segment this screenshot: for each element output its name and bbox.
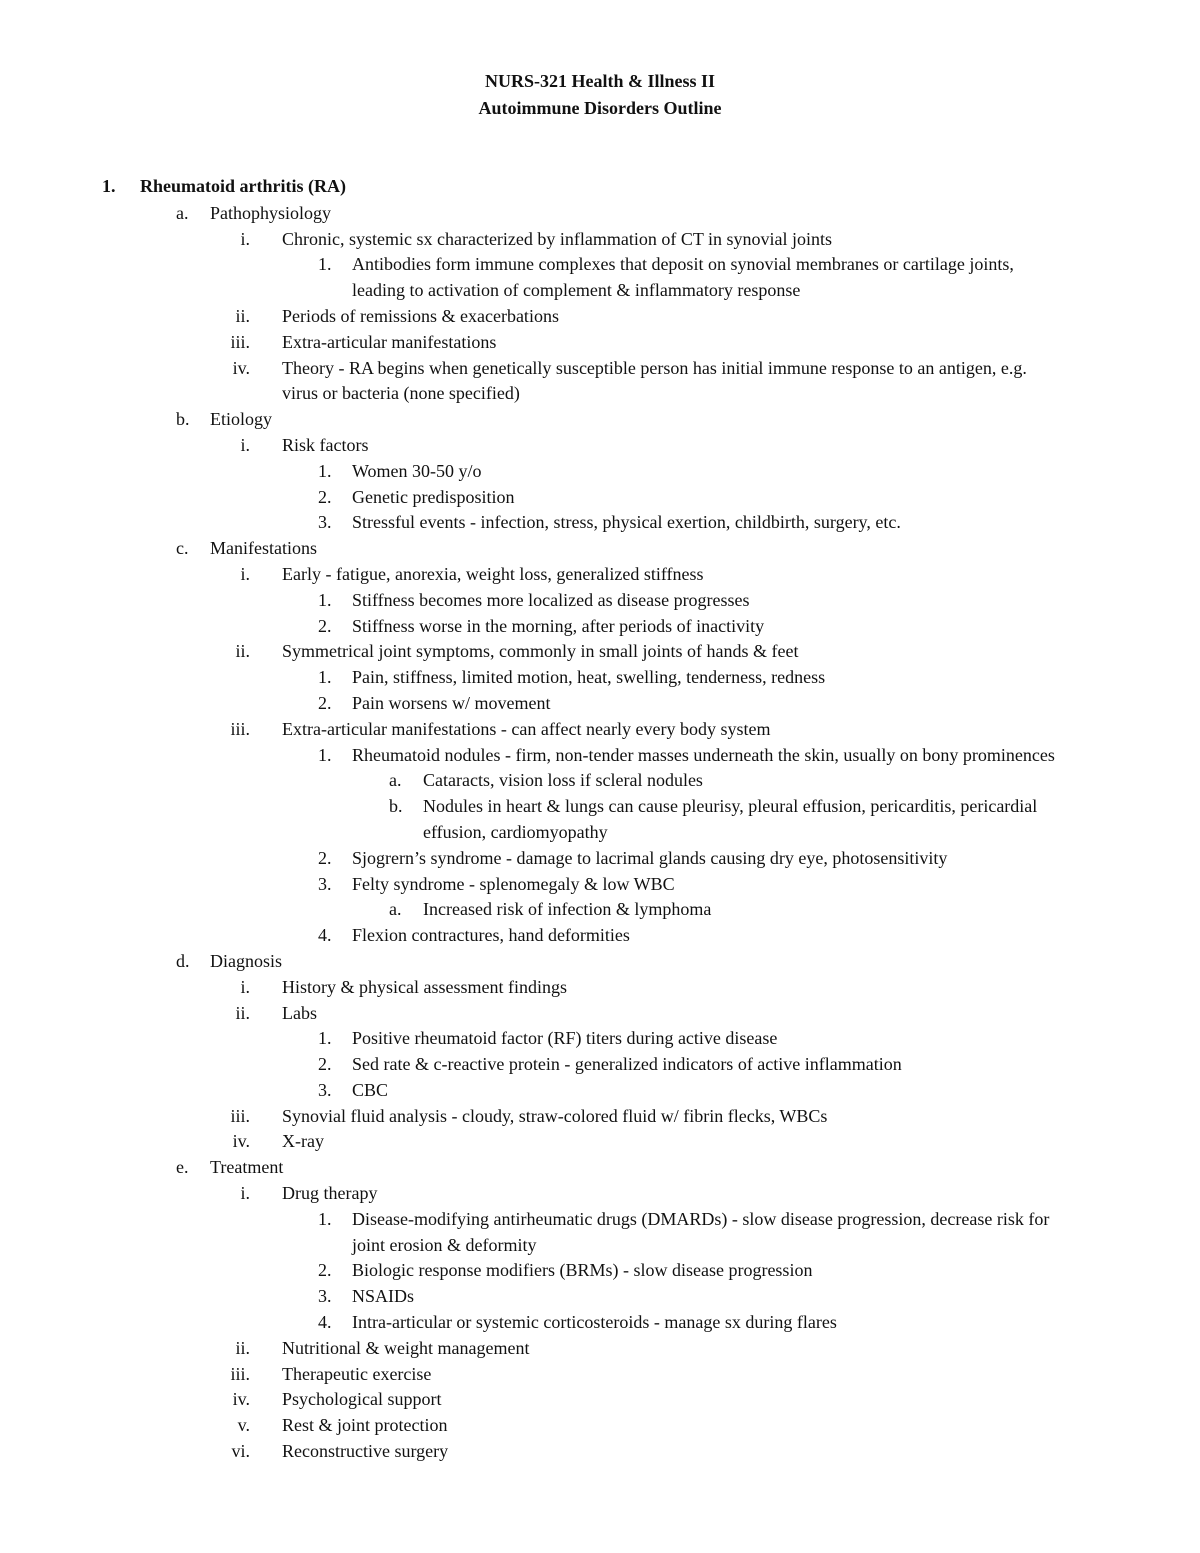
outline-text: NSAIDs	[352, 1286, 415, 1307]
outline-list	[0, 174, 1200, 1465]
outline-marker: 2.	[318, 615, 332, 636]
outline-marker: 2.	[318, 486, 332, 507]
outline-text: virus or bacteria (none specified)	[282, 383, 520, 404]
outline-marker: c.	[176, 538, 189, 559]
outline-item	[0, 1104, 1200, 1130]
outline-text: Risk factors	[282, 434, 369, 455]
outline-marker: 1.	[318, 667, 332, 688]
outline-marker: 4.	[318, 1312, 332, 1333]
outline-item	[0, 459, 1200, 485]
outline-text: Pain worsens w/ movement	[352, 692, 551, 713]
outline-item	[0, 252, 1200, 278]
outline-marker: 1.	[318, 1028, 332, 1049]
outline-item	[0, 1207, 1200, 1233]
outline-marker: 1.	[318, 1208, 332, 1229]
outline-item	[0, 1233, 1200, 1259]
outline-item	[0, 1258, 1200, 1284]
outline-item	[0, 510, 1200, 536]
outline-item	[0, 949, 1200, 975]
outline-item	[0, 381, 1200, 407]
outline-item	[0, 407, 1200, 433]
outline-text: Early - fatigue, anorexia, weight loss, generalized stiffness	[282, 563, 704, 584]
outline-text: effusion, cardiomyopathy	[423, 821, 608, 842]
outline-marker: 2.	[318, 847, 332, 868]
outline-marker: 1.	[318, 589, 332, 610]
outline-text: Manifestations	[210, 538, 317, 559]
outline-item	[0, 846, 1200, 872]
outline-item	[0, 588, 1200, 614]
outline-item	[0, 201, 1200, 227]
outline-item	[0, 1078, 1200, 1104]
outline-text: Treatment	[210, 1157, 284, 1178]
outline-item	[0, 820, 1200, 846]
outline-text: Periods of remissions & exacerbations	[282, 305, 559, 326]
outline-text: Disease-modifying antirheumatic drugs (DMARDs) - slow disease progression, decrease risk for	[352, 1208, 1050, 1229]
outline-text: Symmetrical joint symptoms, commonly in small joints of hands & feet	[282, 641, 799, 662]
outline-text: Drug therapy	[282, 1183, 378, 1204]
outline-marker: 4.	[318, 925, 332, 946]
outline-marker: ii.	[235, 305, 250, 326]
outline-text: Nodules in heart & lungs can cause pleurisy, pleural effusion, pericarditis, pericardial	[423, 796, 1038, 817]
document-subtitle: Autoimmune Disorders Outline	[478, 98, 722, 118]
outline-item	[0, 1155, 1200, 1181]
outline-marker: 2.	[318, 1260, 332, 1281]
outline-marker: v.	[237, 1415, 250, 1436]
outline-text: Stiffness worse in the morning, after periods of inactivity	[352, 615, 765, 636]
outline-marker: iii.	[230, 718, 250, 739]
outline-item	[0, 304, 1200, 330]
outline-item	[0, 768, 1200, 794]
outline-item	[0, 639, 1200, 665]
outline-item	[0, 1129, 1200, 1155]
outline-text: Women 30-50 y/o	[352, 460, 482, 481]
outline-text: Diagnosis	[210, 950, 282, 971]
outline-text: Stressful events - infection, stress, physical exertion, childbirth, surgery, etc.	[352, 512, 901, 533]
outline-text: Pathophysiology	[210, 202, 332, 223]
outline-item	[0, 665, 1200, 691]
outline-item	[0, 562, 1200, 588]
outline-item	[0, 536, 1200, 562]
outline-text: Positive rheumatoid factor (RF) titers during active disease	[352, 1028, 778, 1049]
outline-marker: ii.	[235, 1002, 250, 1023]
outline-text: X-ray	[282, 1131, 324, 1152]
outline-marker: 1.	[318, 460, 332, 481]
outline-item	[0, 1052, 1200, 1078]
outline-marker: b.	[389, 796, 403, 817]
outline-item	[0, 1181, 1200, 1207]
outline-marker: 3.	[318, 512, 332, 533]
outline-item	[0, 923, 1200, 949]
outline-text: Genetic predisposition	[352, 486, 515, 507]
document-header	[0, 68, 1200, 122]
outline-text: Rest & joint protection	[282, 1415, 448, 1436]
outline-marker: 2.	[318, 692, 332, 713]
outline-item	[0, 614, 1200, 640]
outline-item	[0, 1310, 1200, 1336]
outline-marker: e.	[176, 1157, 189, 1178]
outline-text: Reconstructive surgery	[282, 1441, 449, 1462]
outline-item	[0, 794, 1200, 820]
outline-item	[0, 975, 1200, 1001]
outline-text: Extra-articular manifestations - can affect nearly every body system	[282, 718, 771, 739]
outline-marker: 1.	[318, 254, 332, 275]
outline-text: Chronic, systemic sx characterized by inflammation of CT in synovial joints	[282, 228, 833, 249]
outline-item	[0, 433, 1200, 459]
outline-text: Sjogrern’s syndrome - damage to lacrimal glands causing dry eye, photosensitivity	[352, 847, 948, 868]
outline-item	[0, 743, 1200, 769]
outline-marker: vi.	[231, 1441, 250, 1462]
outline-marker: 3.	[318, 1286, 332, 1307]
outline-marker: i.	[240, 976, 250, 997]
outline-marker: i.	[240, 228, 250, 249]
outline-marker: iii.	[230, 1363, 250, 1384]
outline-marker: iii.	[230, 331, 250, 352]
outline-marker: 3.	[318, 873, 332, 894]
outline-text: Nutritional & weight management	[282, 1337, 530, 1358]
outline-marker: d.	[176, 950, 190, 971]
outline-text: Rheumatoid arthritis (RA)	[140, 176, 346, 196]
outline-text: Stiffness becomes more localized as disease progresses	[352, 589, 750, 610]
outline-marker: 1.	[318, 744, 332, 765]
outline-item	[0, 485, 1200, 511]
outline-item	[0, 330, 1200, 356]
course-title: NURS-321 Health & Illness II	[484, 71, 716, 91]
outline-item	[0, 897, 1200, 923]
outline-text: joint erosion & deformity	[352, 1234, 537, 1255]
outline-text: Etiology	[210, 409, 272, 430]
outline-text: Labs	[282, 1002, 317, 1023]
outline-text: Sed rate & c-reactive protein - generalized indicators of active inflammation	[352, 1054, 902, 1075]
outline-item	[0, 1439, 1200, 1465]
outline-marker: a.	[389, 770, 402, 791]
outline-item	[0, 1413, 1200, 1439]
outline-text: CBC	[352, 1079, 389, 1100]
outline-text: Synovial fluid analysis - cloudy, straw-colored fluid w/ fibrin flecks, WBCs	[282, 1105, 828, 1126]
outline-item	[0, 227, 1200, 253]
outline-item	[0, 174, 1200, 200]
outline-marker: ii.	[235, 641, 250, 662]
outline-item	[0, 1284, 1200, 1310]
outline-text: Increased risk of infection & lymphoma	[423, 899, 712, 920]
outline-item	[0, 1001, 1200, 1027]
outline-text: Flexion contractures, hand deformities	[352, 925, 630, 946]
outline-item	[0, 278, 1200, 304]
outline-marker: a.	[389, 899, 402, 920]
outline-marker: ii.	[235, 1337, 250, 1358]
outline-text: Theory - RA begins when genetically susceptible person has initial immune response to an antigen, e.g.	[282, 357, 1027, 378]
outline-item	[0, 872, 1200, 898]
outline-item	[0, 1336, 1200, 1362]
outline-item	[0, 1362, 1200, 1388]
outline-text: Biologic response modifiers (BRMs) - slow disease progression	[352, 1260, 813, 1281]
outline-text: Pain, stiffness, limited motion, heat, swelling, tenderness, redness	[352, 667, 826, 688]
outline-text: Therapeutic exercise	[282, 1363, 432, 1384]
outline-marker: i.	[240, 563, 250, 584]
outline-text: Rheumatoid nodules - firm, non-tender masses underneath the skin, usually on bony prominences	[352, 744, 1055, 765]
outline-text: Antibodies form immune complexes that deposit on synovial membranes or cartilage joints,	[352, 254, 1014, 275]
outline-text: leading to activation of complement & inflammatory response	[352, 280, 801, 301]
outline-marker: iv.	[232, 1131, 250, 1152]
outline-marker: 1.	[102, 176, 116, 196]
outline-text: Intra-articular or systemic corticosteroids - manage sx during flares	[352, 1312, 837, 1333]
outline-marker: 2.	[318, 1054, 332, 1075]
outline-text: History & physical assessment findings	[282, 976, 567, 997]
outline-marker: a.	[176, 202, 189, 223]
outline-marker: iv.	[232, 1389, 250, 1410]
outline-marker: iv.	[232, 357, 250, 378]
outline-text: Cataracts, vision loss if scleral nodules	[423, 770, 703, 791]
outline-text: Felty syndrome - splenomegaly & low WBC	[352, 873, 675, 894]
outline-text: Psychological support	[282, 1389, 442, 1410]
outline-text: Extra-articular manifestations	[282, 331, 497, 352]
outline-marker: b.	[176, 409, 190, 430]
outline-marker: iii.	[230, 1105, 250, 1126]
outline-item	[0, 691, 1200, 717]
outline-item	[0, 1026, 1200, 1052]
outline-item	[0, 356, 1200, 382]
outline-item	[0, 1387, 1200, 1413]
outline-marker: 3.	[318, 1079, 332, 1100]
outline-item	[0, 717, 1200, 743]
outline-marker: i.	[240, 434, 250, 455]
outline-marker: i.	[240, 1183, 250, 1204]
